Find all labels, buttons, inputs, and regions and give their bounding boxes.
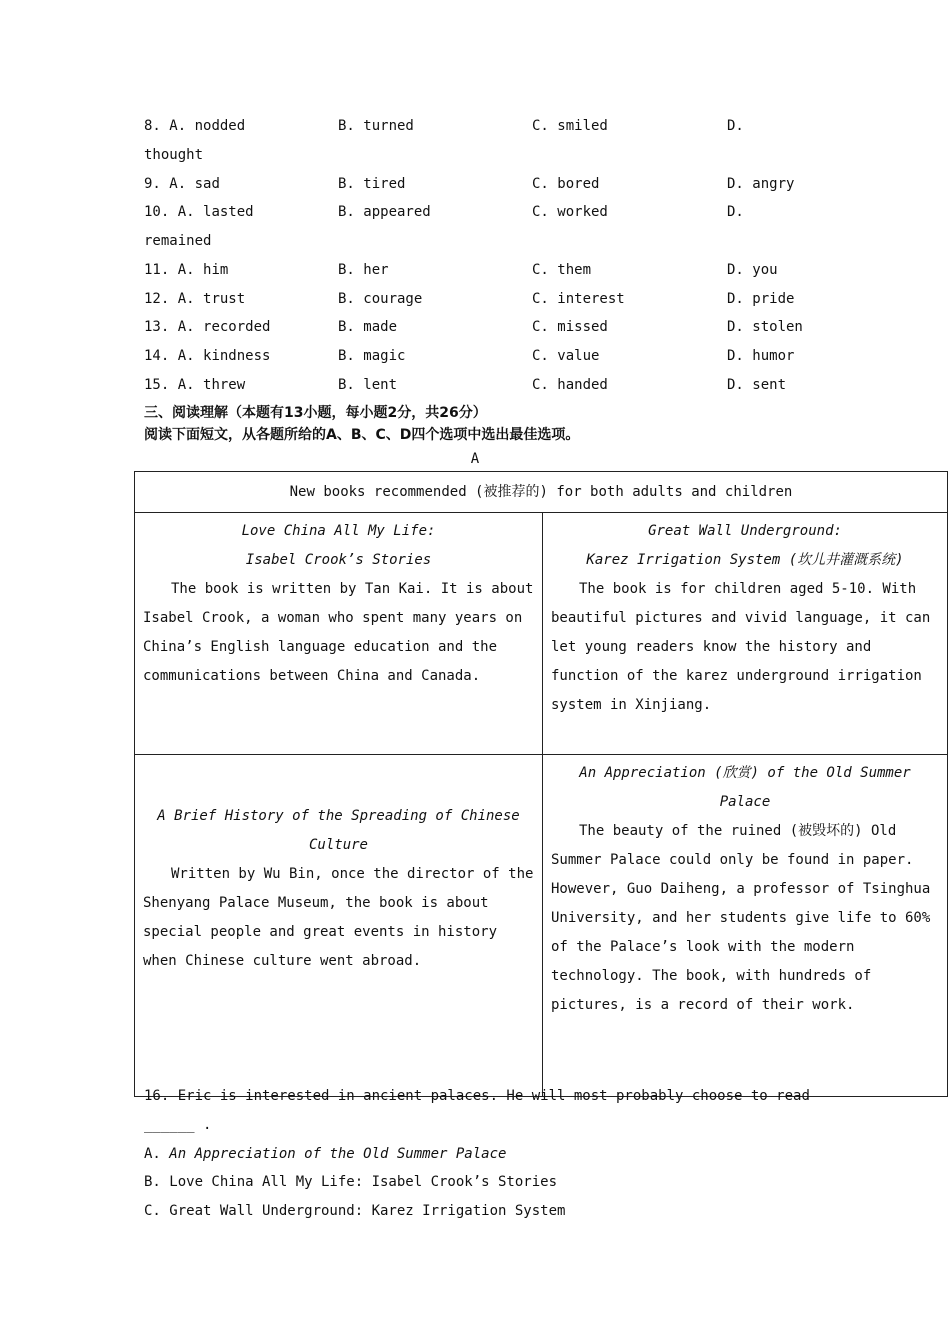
question-16-blank: ______ . — [144, 1117, 212, 1133]
option-15-d: D. sent — [727, 377, 787, 393]
book-title: Love China All My Life: — [241, 523, 436, 539]
book-title: Palace — [719, 794, 771, 810]
question-16-stem: 16. Eric is interested in ancient palaces. He will most probably choose to read — [144, 1088, 810, 1104]
option-14-d: D. humor — [727, 348, 795, 364]
option-15-c: C. handed — [532, 377, 608, 393]
option-14-b: B. magic — [338, 348, 406, 364]
option-13-b: B. made — [338, 319, 398, 335]
table-header: New books recommended (被推荐的) for both adults and children — [135, 472, 948, 513]
book-title: Great Wall Underground: — [648, 523, 842, 539]
book-title: An Appreciation (欣赏) of the Old Summer — [579, 765, 911, 781]
book-cell-1 — [135, 513, 543, 755]
option-12-c: C. interest — [532, 291, 625, 307]
book-title: Isabel Crook’s Stories — [245, 552, 432, 568]
option-8-d: D. — [727, 118, 744, 134]
option-10-c: C. worked — [532, 204, 608, 220]
option-9-b: B. tired — [338, 176, 406, 192]
book-title: A Brief History of the Spreading of Chinese — [157, 808, 520, 824]
section-instruction: 阅读下面短文，从各题所给的A、B、C、D四个选项中选出最佳选项。 — [144, 427, 580, 443]
option-row-8: 8. A. nodded — [144, 118, 246, 134]
book-title: Culture — [308, 837, 368, 853]
option-12-b: B. courage — [338, 291, 423, 307]
option-11-c: C. them — [532, 262, 592, 278]
option-14-c: C. value — [532, 348, 600, 364]
option-9-d: D. angry — [727, 176, 795, 192]
option-10-d-wrap: remained — [144, 233, 212, 249]
book-cell-4 — [543, 755, 948, 1097]
option-11-b: B. her — [338, 262, 389, 278]
option-8-c: C. smiled — [532, 118, 608, 134]
option-row-13: 13. A. recorded — [144, 319, 271, 335]
option-row-11: 11. A. him — [144, 262, 229, 278]
book-description: The book is written by Tan Kai. It is about Isabel Crook, a woman who spent many years on China’s English language education and the communications between China and Canada. — [143, 581, 534, 684]
question-16-option-b: B. Love China All My Life: Isabel Crook’s Stories — [144, 1174, 558, 1190]
option-10-b: B. appeared — [338, 204, 431, 220]
option-row-15: 15. A. threw — [144, 377, 246, 393]
option-12-d: D. pride — [727, 291, 795, 307]
option-15-b: B. lent — [338, 377, 398, 393]
book-description: Written by Wu Bin, once the director of the Shenyang Palace Museum, the book is about special people and great events in history when Chinese culture went abroad. — [143, 866, 534, 969]
option-11-d: D. you — [727, 262, 778, 278]
book-table — [134, 471, 948, 1097]
option-9-c: C. bored — [532, 176, 600, 192]
passage-label: A — [470, 451, 480, 467]
book-title: Karez Irrigation System (坎儿井灌溉系统) — [586, 552, 904, 568]
question-16-option-a: A. An Appreciation of the Old Summer Palace — [144, 1146, 507, 1162]
book-description: The book is for children aged 5-10. With beautiful pictures and vivid language, it can let young readers know the history and function of the karez underground irrigation system in Xinjiang. — [551, 581, 931, 713]
option-row-10: 10. A. lasted — [144, 204, 254, 220]
option-row-12: 12. A. trust — [144, 291, 246, 307]
option-13-d: D. stolen — [727, 319, 803, 335]
option-row-14: 14. A. kindness — [144, 348, 271, 364]
section-heading: 三、阅读理解（本题有13小题，每小题2分，共26分） — [144, 405, 487, 421]
book-cell-3 — [135, 755, 543, 1097]
option-row-9: 9. A. sad — [144, 176, 220, 192]
option-8-b: B. turned — [338, 118, 414, 134]
option-13-c: C. missed — [532, 319, 608, 335]
question-16-option-c: C. Great Wall Underground: Karez Irrigation System — [144, 1203, 566, 1219]
option-8-d-wrap: thought — [144, 147, 204, 163]
book-cell-2 — [543, 513, 948, 755]
book-description: The beauty of the ruined (被毁坏的) Old Summer Palace could only be found in paper. However, Guo Daiheng, a professor of Tsinghua University, and her students give life to 60% of the Palace’s look with the modern technology. The book, with hundreds of pictures, is a record of their work. — [551, 823, 931, 1013]
option-10-d: D. — [727, 204, 744, 220]
